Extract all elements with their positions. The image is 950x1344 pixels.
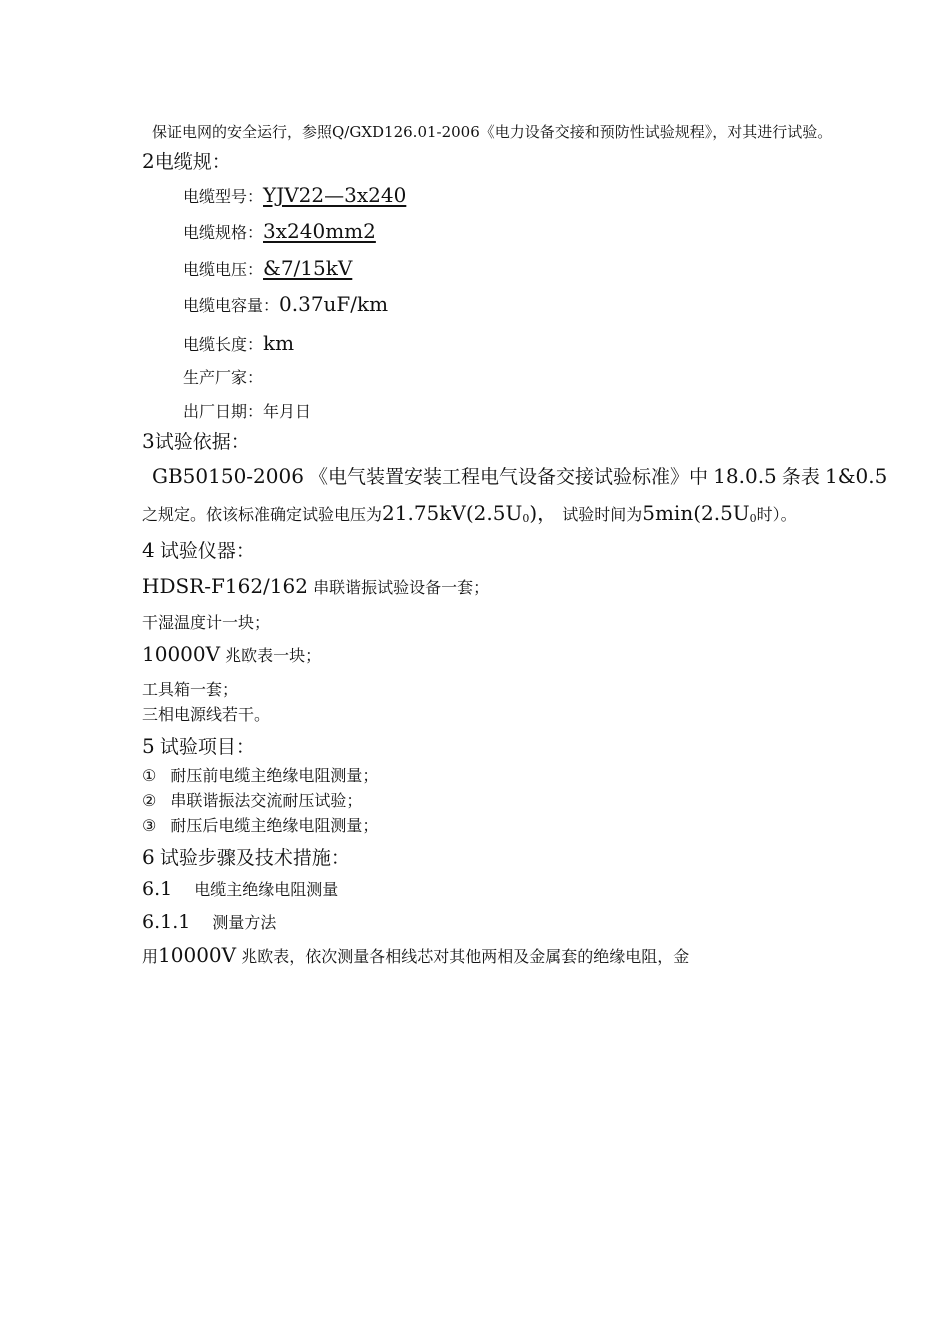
clause-number: 18.0.5 [713, 464, 777, 488]
section-number: 4 [142, 538, 155, 562]
list-marker: ③ [142, 816, 157, 835]
manufacture-date-row [183, 402, 311, 421]
cable-spec-row [183, 219, 376, 243]
subsection-number: 6.1.1 [142, 911, 191, 933]
cable-spec-label: 电缆规格： [183, 223, 264, 242]
list-text: 耐压前电缆主绝缘电阻测量； [170, 766, 379, 785]
subscript: 0 [522, 512, 530, 525]
table-number: 1&0.5 [824, 464, 888, 488]
instrument-item-1 [142, 574, 489, 598]
manufacturer-row: 生产厂家： [183, 368, 264, 387]
test-voltage-close: )， [529, 501, 558, 525]
standard-title: 《电气装置安装工程电气设备交接试验标准》中 [309, 466, 709, 488]
section-number: 3 [142, 429, 155, 453]
subsection-title: 电缆主绝缘电阻测量 [194, 880, 339, 899]
list-marker: ① [142, 766, 157, 785]
section-title: 电缆规： [154, 151, 231, 173]
instrument-item-5: 三相电源线若干。 [142, 705, 271, 724]
measurement-body [142, 943, 689, 967]
basis-line-1 [152, 464, 887, 489]
section-2-heading [142, 149, 231, 174]
instrument-item-2: 干湿温度计一块； [142, 613, 271, 632]
section-4-heading [142, 538, 255, 563]
cable-model-label: 电缆型号： [183, 187, 264, 206]
instrument-model: HDSR-F162/162 [142, 574, 308, 598]
cable-length-value: km [263, 331, 295, 355]
test-item-3 [142, 816, 378, 835]
cable-capacitance-value: 0.37uF/km [279, 292, 389, 316]
section-title: 试验步骤及技术措施： [159, 847, 350, 869]
section-title: 试验项目： [159, 736, 255, 758]
list-text: 耐压后电缆主绝缘电阻测量； [170, 816, 379, 835]
test-voltage: 21.75kV(2.5U [382, 501, 523, 525]
cable-capacitance-label: 电缆电容量： [183, 296, 280, 315]
list-text: 串联谐振法交流耐压试验； [170, 791, 363, 810]
subsection-title: 测量方法 [212, 913, 277, 932]
instrument-desc: 兆欧表一块； [225, 646, 322, 665]
body-voltage: 10000V [158, 943, 237, 967]
subsection-6-1 [142, 878, 338, 901]
cable-length-row [183, 331, 294, 355]
cable-model-value: YJV22—3x240 [263, 183, 407, 207]
test-time: 5min(2.5U [642, 501, 750, 525]
section-title: 试验依据： [154, 431, 250, 453]
section-5-heading [142, 734, 255, 759]
section-number: 5 [142, 734, 155, 758]
subscript: 0 [749, 512, 757, 525]
cable-spec-value: 3x240mm2 [263, 219, 376, 243]
test-time-label: 试验时间为 [562, 505, 643, 524]
test-item-2 [142, 791, 362, 810]
test-time-close: 时）。 [756, 505, 797, 524]
instrument-desc: 串联谐振试验设备一套； [313, 578, 490, 597]
subsection-6-1-1 [142, 911, 276, 934]
cable-voltage-row [183, 256, 352, 280]
list-marker: ② [142, 791, 157, 810]
instrument-voltage: 10000V [142, 642, 221, 666]
test-item-1 [142, 766, 378, 785]
section-3-heading [142, 429, 250, 454]
instrument-item-4: 工具箱一套； [142, 680, 239, 699]
cable-voltage-label: 电缆电压： [183, 260, 264, 279]
standard-code: GB50150-2006 [152, 464, 304, 488]
cable-capacitance-row [183, 292, 388, 316]
section-6-heading [142, 845, 350, 870]
basis-text: 之规定。依该标准确定试验电压为 [142, 505, 383, 524]
manufacture-date-value: 年月日 [263, 402, 312, 421]
cable-length-label: 电缆长度： [183, 335, 264, 354]
body-text: 兆欧表，依次测量各相线芯对其他两相及金属套的绝缘电阻，金 [241, 947, 690, 966]
cable-model-row [183, 183, 406, 207]
basis-line-2 [142, 501, 797, 525]
section-title: 试验仪器： [159, 540, 255, 562]
instrument-item-3 [142, 642, 321, 666]
section-number: 2 [142, 149, 155, 173]
body-text: 用 [142, 947, 159, 966]
table-label: 条表 [781, 466, 820, 488]
intro-paragraph: 保证电网的安全运行，参照Q/GXD126.01-2006《电力设备交接和预防性试验规程》，对其进行试验。 [152, 123, 833, 141]
section-number: 6 [142, 845, 155, 869]
manufacture-date-label: 出厂日期： [183, 402, 264, 421]
subsection-number: 6.1 [142, 878, 173, 900]
cable-voltage-value: &7/15kV [263, 256, 353, 280]
